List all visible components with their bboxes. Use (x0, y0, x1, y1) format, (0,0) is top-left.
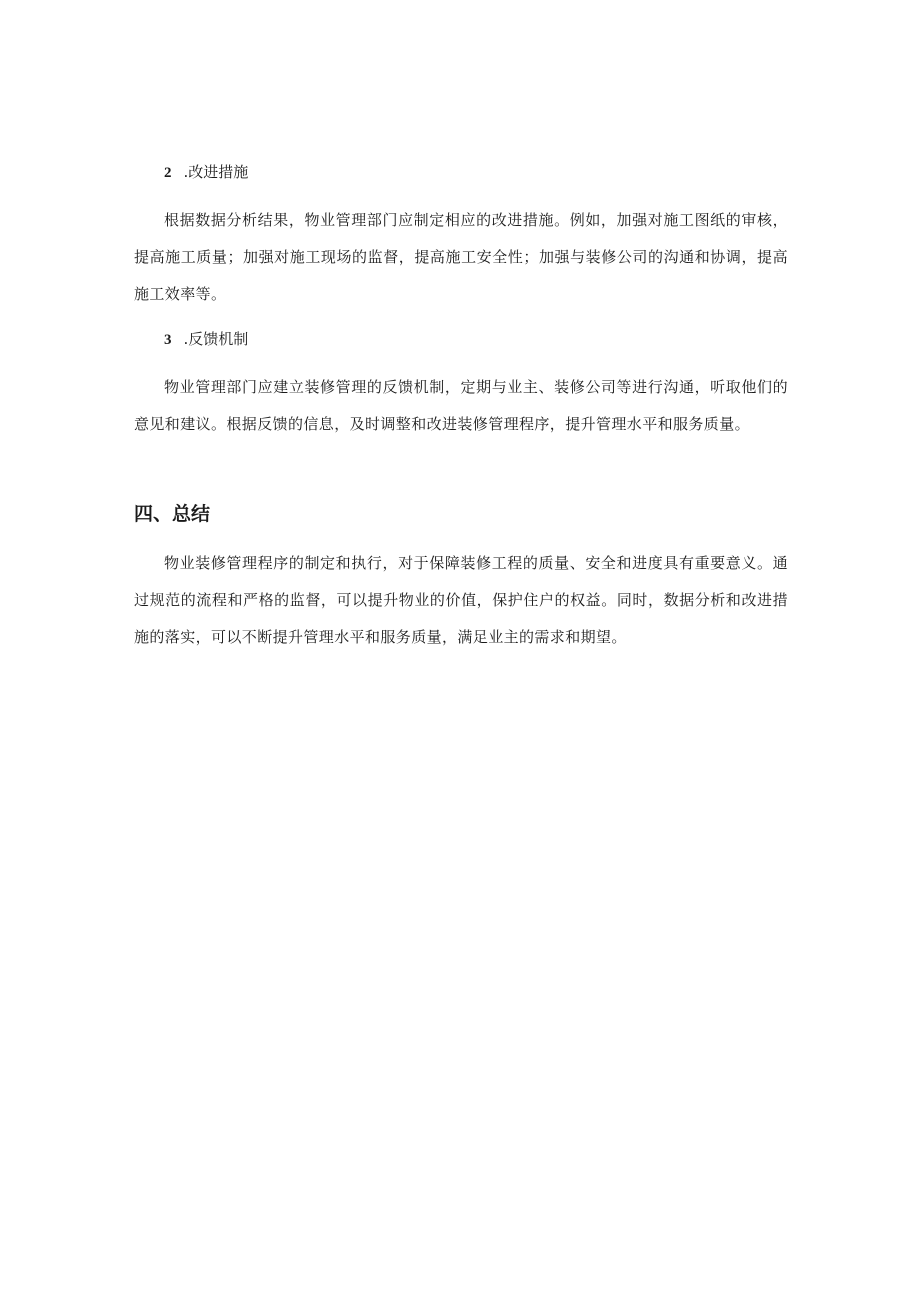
subheading-improvement-measures (164, 162, 248, 183)
paragraph-feedback-mechanism: 物业管理部门应建立装修管理的反馈机制，定期与业主、装修公司等进行沟通，听取他们的意见和建议。根据反馈的信息，及时调整和改进装修管理程序，提升管理水平和服务质量。 (134, 378, 788, 433)
subheading-number: 3 (164, 332, 172, 348)
subheading-title: .改进措施 (183, 163, 249, 181)
subheading-number: 2 (164, 165, 172, 181)
paragraph-summary: 物业装修管理程序的制定和执行，对于保障装修工程的质量、安全和进度具有重要意义。通过规范的流程和严格的监督，可以提升物业的价值，保护住户的权益。同时，数据分析和改进措施的落实，可以不断提升管理水平和服务质量，满足业主的需求和期望。 (134, 554, 788, 646)
subheading-title: .反馈机制 (183, 330, 249, 348)
paragraph-improvement-measures: 根据数据分析结果，物业管理部门应制定相应的改进措施。例如，加强对施工图纸的审核，提高施工质量；加强对施工现场的监督，提高施工安全性；加强与装修公司的沟通和协调，提高施工效率等。 (134, 211, 788, 303)
subheading-feedback-mechanism (164, 329, 248, 350)
section-title-summary: 四、总结 (134, 503, 211, 525)
